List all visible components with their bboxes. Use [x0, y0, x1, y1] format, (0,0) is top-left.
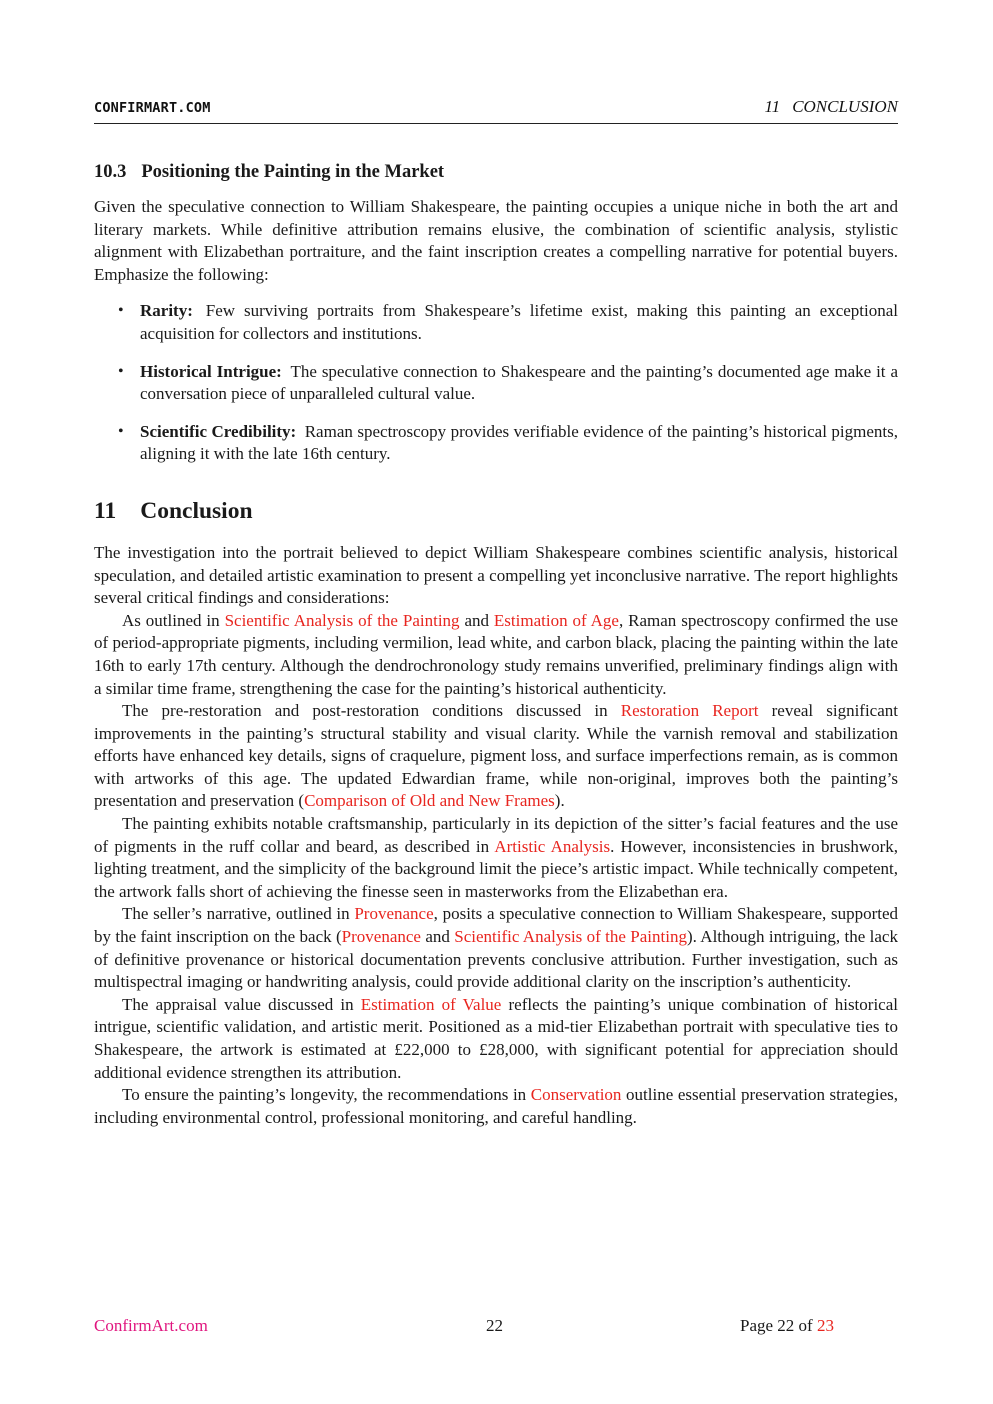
- footer-page-number: 22: [486, 1316, 503, 1335]
- link-comparison-of-frames[interactable]: Comparison of Old and New Frames: [304, 791, 555, 811]
- section-heading-11: [94, 496, 898, 526]
- footer-page-of: [740, 1316, 834, 1336]
- list-item: [94, 300, 898, 345]
- paragraph-text: , posits a speculative connection to William Shakespeare, supported by the faint inscription on the back (: [94, 904, 898, 947]
- conclusion-paragraph-appraisal: [94, 994, 898, 1084]
- link-scientific-analysis[interactable]: Scientific Analysis of the Painting: [454, 927, 687, 947]
- running-header-number: 11: [764, 97, 781, 116]
- paragraph-text: ).: [554, 791, 565, 811]
- paragraph-text: outline essential preservation strategies, including environmental control, professional monitoring, and careful handling.: [94, 1085, 898, 1127]
- bullet-icon: •: [118, 302, 124, 320]
- bullet-icon: •: [118, 422, 124, 440]
- paragraph-text: As outlined in: [122, 610, 225, 630]
- section-heading-10-3: [94, 160, 898, 184]
- conclusion-paragraph-provenance: [94, 903, 898, 993]
- link-estimation-of-value[interactable]: Estimation of Value: [360, 994, 502, 1014]
- running-header-title: CONCLUSION: [792, 97, 898, 116]
- list-item-term: Historical Intrigue:: [140, 361, 282, 381]
- paragraph-text: reflects the painting’s unique combination of historical intrigue, scientific validation, and artistic merit. Positioned as a mid-tier Elizabethan portrait with speculative ties to Shakespeare, the artwork is estimated at £22,000 to £28,000, with significant potential for appreciation should additional evidence strengthen its attribution.: [94, 994, 898, 1082]
- list-item-term: Scientific Credibility:: [140, 421, 297, 441]
- list-item-term: Rarity:: [140, 301, 193, 321]
- emphasis-list: [94, 300, 898, 466]
- paragraph-text: To ensure the painting’s longevity, the recommendations in: [122, 1085, 531, 1105]
- paragraph-text: and: [420, 927, 455, 947]
- site-logo: CONFIRMART.COM: [94, 100, 211, 116]
- link-estimation-of-age[interactable]: Estimation of Age: [493, 610, 619, 630]
- link-provenance[interactable]: Provenance: [354, 904, 434, 924]
- paragraph-text: ). Although intriguing, the lack of definitive provenance or historical documentation prevents conclusive attribution. Further investigation, such as multispectral imaging or handwriting analysis, could provide additional clarity on the inscription’s authenticity.: [94, 927, 898, 992]
- section-number: 10.3: [94, 162, 127, 182]
- bullet-icon: •: [118, 362, 124, 380]
- link-restoration-report[interactable]: Restoration Report: [620, 701, 759, 721]
- page-footer: [94, 1316, 898, 1340]
- section-intro-paragraph: Given the speculative connection to William Shakespeare, the painting occupies a unique niche in both the art and literary markets. While definitive attribution remains elusive, the combination of scientific analysis, stylistic alignment with Elizabethan portraiture, and the faint inscription creates a compelling narrative for potential buyers. Emphasize the following:: [94, 197, 898, 284]
- section-title: Positioning the Painting in the Market: [141, 162, 445, 182]
- section-title: Conclusion: [140, 497, 253, 524]
- conclusion-paragraph-intro: The investigation into the portrait believed to depict William Shakespeare combines scientific analysis, historical speculation, and detailed artistic examination to present a compelling yet inconclusive narrative. The report highlights several critical findings and considerations:: [94, 542, 898, 608]
- footer-site-link[interactable]: ConfirmArt.com: [94, 1316, 208, 1335]
- page-content: [94, 160, 898, 1129]
- paragraph-text: . However, inconsistencies in brushwork, lighting treatment, and the simplicity of the background limit the piece’s artistic impact. While technically competent, the artwork falls short of achieving the finesse seen in masterworks from the Elizabethan era.: [94, 836, 899, 901]
- paragraph-text: The appraisal value discussed in: [122, 994, 361, 1014]
- page-header: [94, 97, 898, 124]
- conclusion-paragraph-pigments: [94, 610, 898, 700]
- list-item: [94, 361, 898, 406]
- link-conservation[interactable]: Conservation: [530, 1085, 622, 1105]
- conclusion-paragraph-craftsmanship: [94, 813, 898, 903]
- section-number: 11: [94, 497, 117, 524]
- link-provenance[interactable]: Provenance: [341, 927, 421, 947]
- list-item-text: Few surviving portraits from Shakespeare’s lifetime exist, making this painting an exceptional acquisition for collectors and institutions.: [140, 301, 899, 343]
- paragraph-text: The painting exhibits notable craftsmanship, particularly in its depiction of the sitter’s facial features and the use of pigments in the ruff collar and beard, as described in: [94, 814, 898, 856]
- conclusion-paragraph-conservation: [94, 1084, 898, 1129]
- list-item-text: The speculative connection to Shakespeare and the painting’s documented age make it a conversation piece of unparalleled cultural value.: [140, 361, 898, 404]
- paragraph-text: and: [459, 610, 494, 630]
- list-item-text: Raman spectroscopy provides verifiable evidence of the painting’s historical pigments, aligning it with the late 16th century.: [140, 421, 898, 464]
- paragraph-text: The seller’s narrative, outlined in: [122, 904, 355, 924]
- link-artistic-analysis[interactable]: Artistic Analysis: [494, 836, 611, 856]
- footer-page-prefix: Page 22 of: [740, 1316, 817, 1335]
- paragraph-text: reveal significant improvements in the painting’s structural stability and visual clarity. While the varnish removal and stabilization efforts have enhanced key details, signs of craquelure, pigment loss, and surface imperfections remain, as is common with artworks of this age. The updated Edwardian frame, while non-original, improves both the painting’s presentation and preservation (: [94, 701, 898, 811]
- footer-total-pages-link[interactable]: 23: [816, 1316, 834, 1335]
- link-scientific-analysis[interactable]: Scientific Analysis of the Painting: [224, 610, 460, 630]
- document-page: [94, 0, 898, 1404]
- paragraph-text: The pre-restoration and post-restoration conditions discussed in: [122, 701, 621, 721]
- conclusion-paragraph-restoration: [94, 700, 898, 813]
- list-item: [94, 421, 898, 466]
- paragraph-text: , Raman spectroscopy confirmed the use of period-appropriate pigments, including vermilion, lead white, and carbon black, placing the painting within the late 16th to early 17th century. Although the dendrochronology study remains unverified, preliminary findings align with a similar time frame, strengthening the case for the painting’s historical authenticity.: [94, 610, 898, 698]
- running-header: [764, 97, 898, 117]
